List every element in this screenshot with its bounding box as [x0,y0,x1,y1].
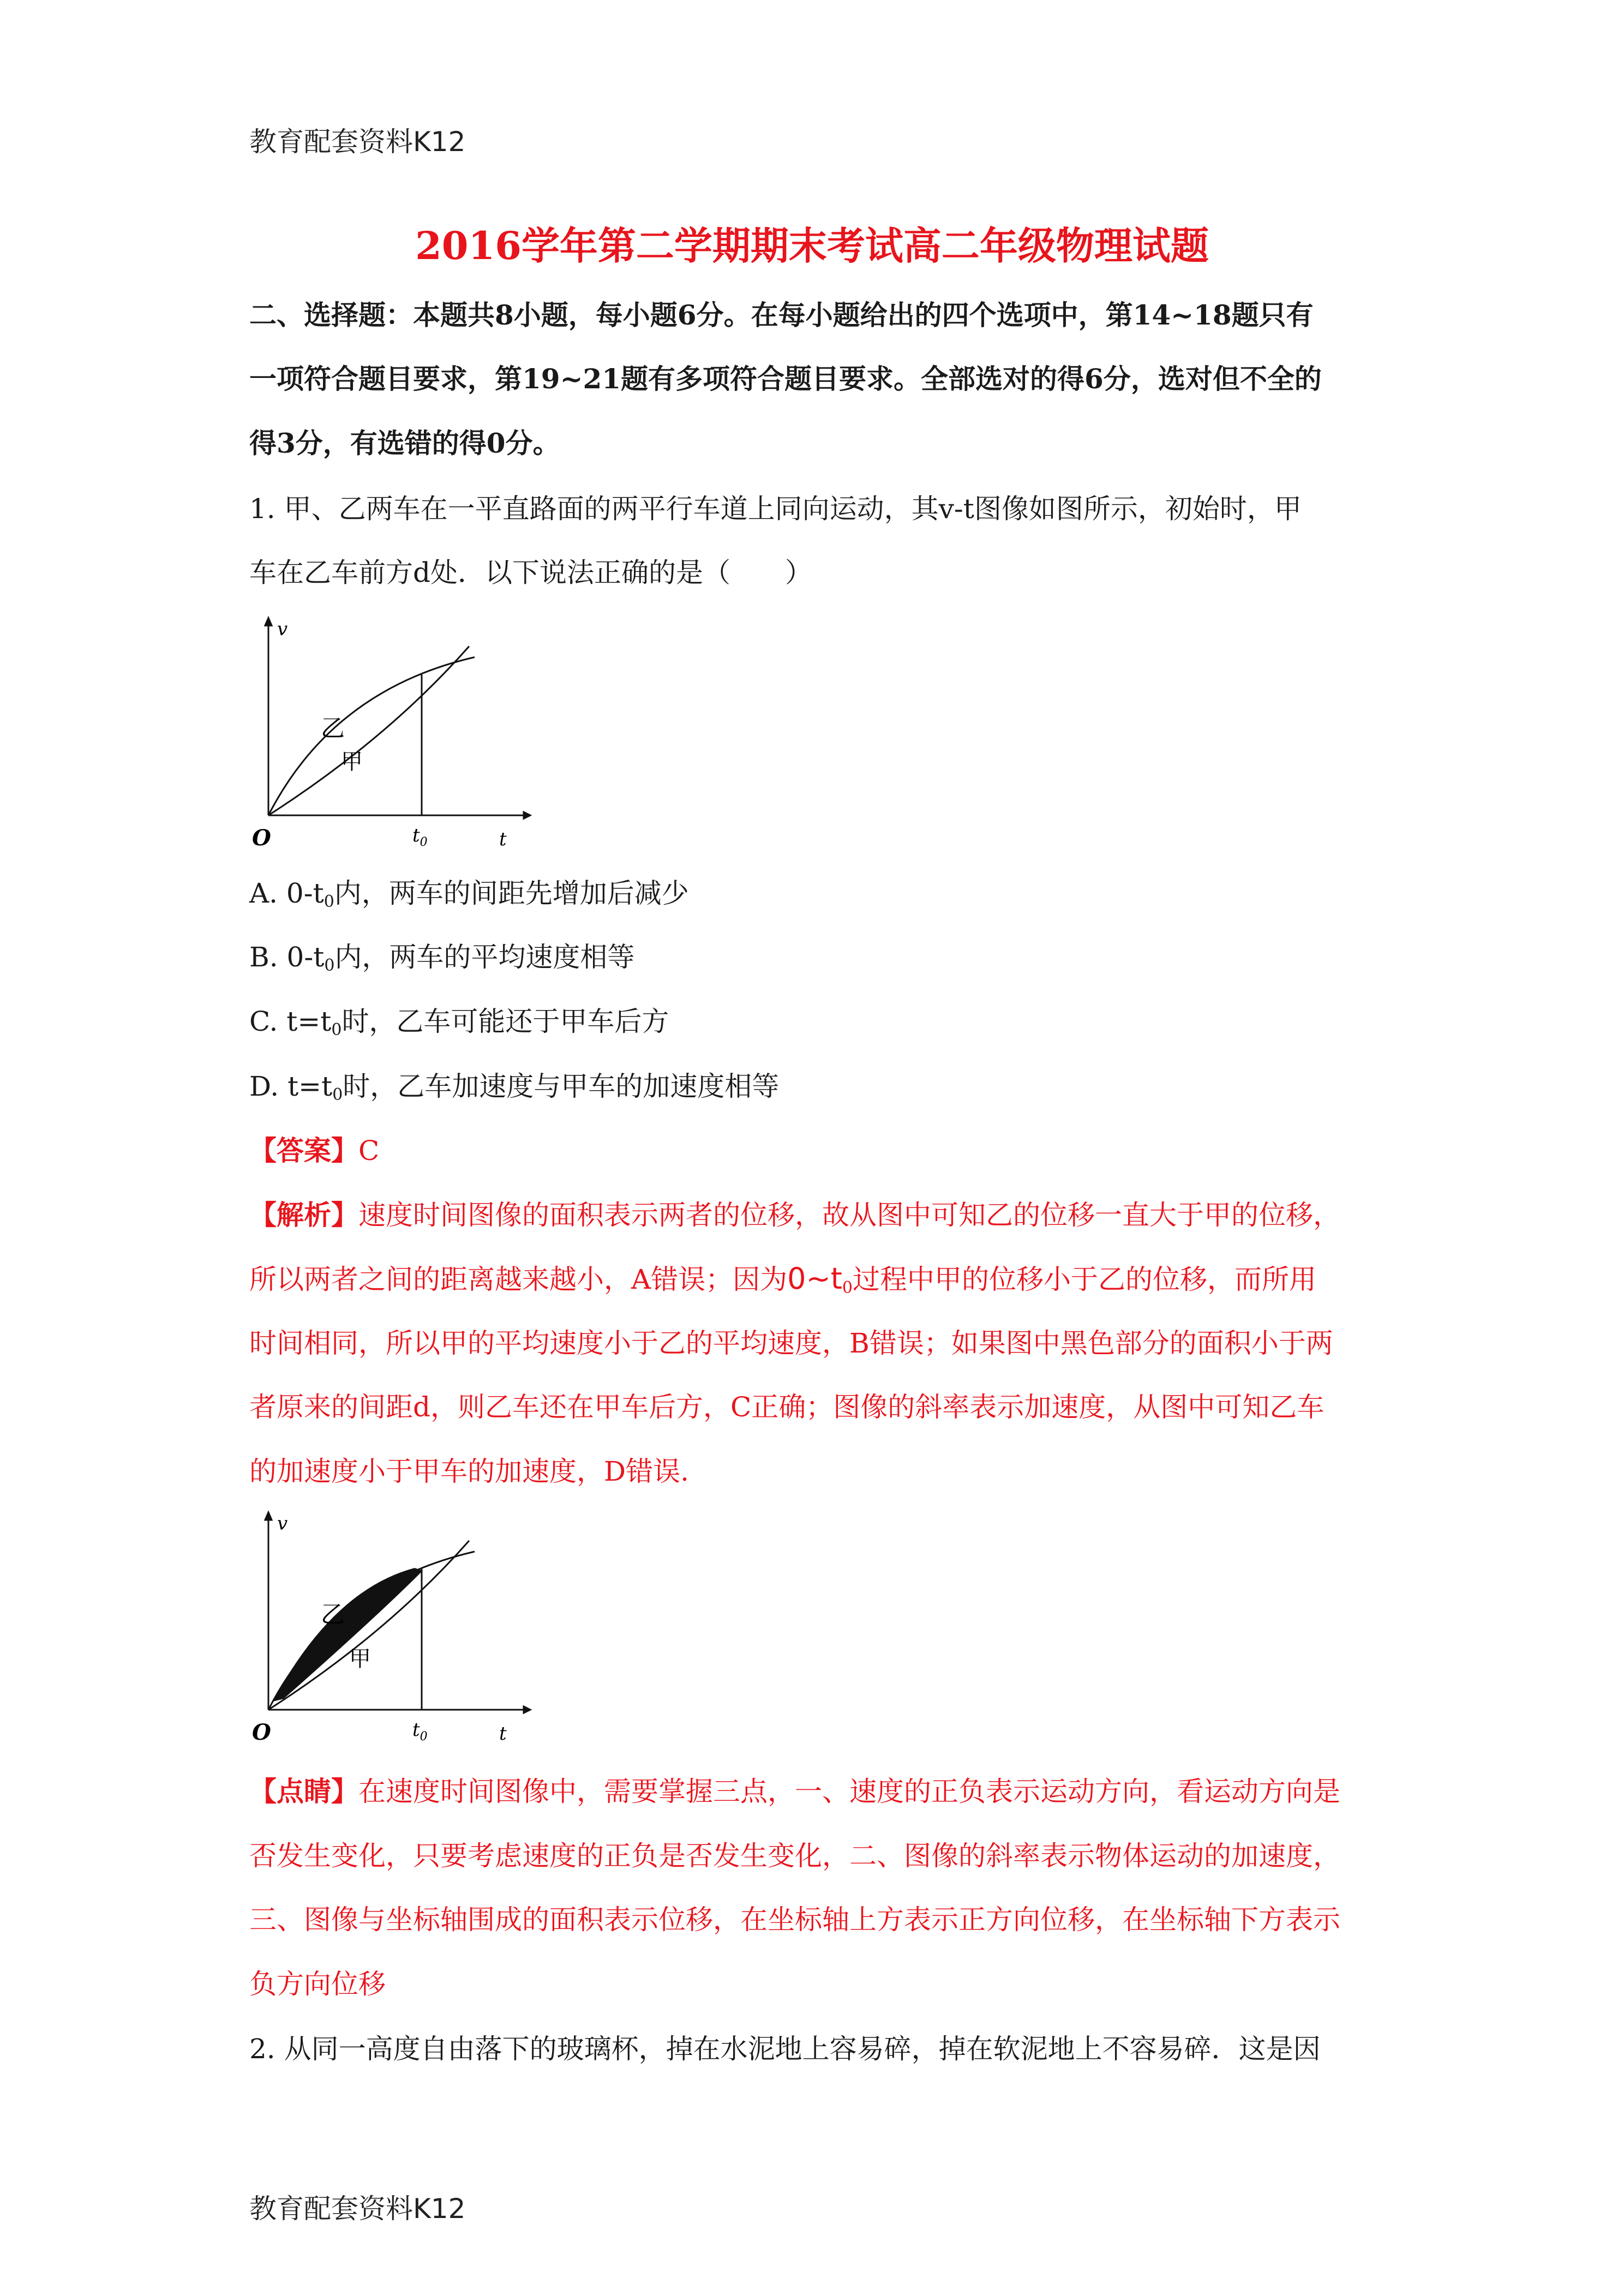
x-axis-arrow [524,812,530,819]
page-title: 2016学年第二学期期末考试高二年级物理试题 [415,223,1209,268]
curve-yi [268,1552,475,1710]
option-c: C. $t=t_0$时，乙车可能还于甲车后方 [249,1006,669,1039]
y-axis-label: v [277,1513,288,1535]
curve-jia [268,646,469,815]
analysis-line: 的加速度小于甲车的加速度，D错误. [249,1456,689,1487]
tip-line: 负方向位移 [249,1968,386,2000]
origin-label: O [252,1720,271,1745]
curve-yi-label: 乙 [321,714,345,742]
analysis-line: 【解析】速度时间图像的面积表示两者的位移，故从图中可知乙的位移一直大于甲的位移， [249,1199,1340,1231]
x-axis-label: t [499,1723,507,1745]
section-instructions-line: 一项符合题目要求，第19~21题有多项符合题目要求。全部选对的得6分，选对但不全的 [249,363,1322,395]
question-1-stem: 1. 甲、乙两车在一平直路面的两平行车道上同向运动，其v-t图像如图所示，初始时，甲 [249,493,1302,525]
analysis-line: 时间相同，所以甲的平均速度小于乙的平均速度，B错误；如果图中黑色部分的面积小于两 [249,1327,1333,1359]
curve-jia-label: 甲 [349,1646,371,1672]
curve-jia-label: 甲 [341,749,363,774]
y-axis-label: v [277,618,288,640]
page-header: 教育配套资料K12 [249,126,466,158]
t0-label: $t_0$ [412,1719,428,1744]
x-axis-label: t [499,828,507,850]
analysis-line: 所以两者之间的距离越来越小，A错误；因为$0\sim t_0$过程中甲的位移小于乙的位移，而所用 [249,1261,1316,1297]
option-b: B. $0-t_0$内，两车的平均速度相等 [249,941,635,975]
x-axis-arrow [524,1706,530,1713]
origin-label: O [252,825,271,851]
y-axis-arrow [265,618,272,626]
question-1-stem: 车在乙车前方d处．以下说法正确的是（ ） [249,557,813,588]
question-2-stem: 2. 从同一高度自由落下的玻璃杯，掉在水泥地上容易碎，掉在软泥地上不容易碎．这是因 [249,2033,1321,2065]
tip-line: 否发生变化，只要考虑速度的正负是否发生变化，二、图像的斜率表示物体运动的加速度， [249,1840,1340,1872]
option-a: A. $0-t_0$内，两车的间距先增加后减少 [249,877,689,911]
vt-graph-figure [251,614,546,854]
page-footer: 教育配套资料K12 [249,2193,466,2225]
tip-line: 【点睛】在速度时间图像中，需要掌握三点，一、速度的正负表示运动方向，看运动方向是 [249,1775,1340,1807]
y-axis-arrow [265,1512,272,1520]
analysis-line: 者原来的间距d，则乙车还在甲车后方，C正确；图像的斜率表示加速度，从图中可知乙车 [249,1391,1325,1423]
answer-line: 【答案】C [249,1134,380,1167]
curve-yi [268,657,475,815]
curve-yi-label: 乙 [321,1601,345,1628]
shaded-area [273,1568,423,1702]
vt-graph-shaded-figure [251,1508,546,1748]
tip-line: 三、图像与坐标轴围成的面积表示位移，在坐标轴上方表示正方向位移，在坐标轴下方表示 [249,1904,1340,1936]
option-d: D. $t=t_0$时，乙车加速度与甲车的加速度相等 [249,1071,780,1104]
section-instructions-line: 二、选择题：本题共8小题，每小题6分。在每小题给出的四个选项中，第14~18题只有 [249,299,1314,331]
section-instructions-line: 得3分，有选错的得0分。 [249,427,560,459]
t0-label: $t_0$ [412,825,428,849]
